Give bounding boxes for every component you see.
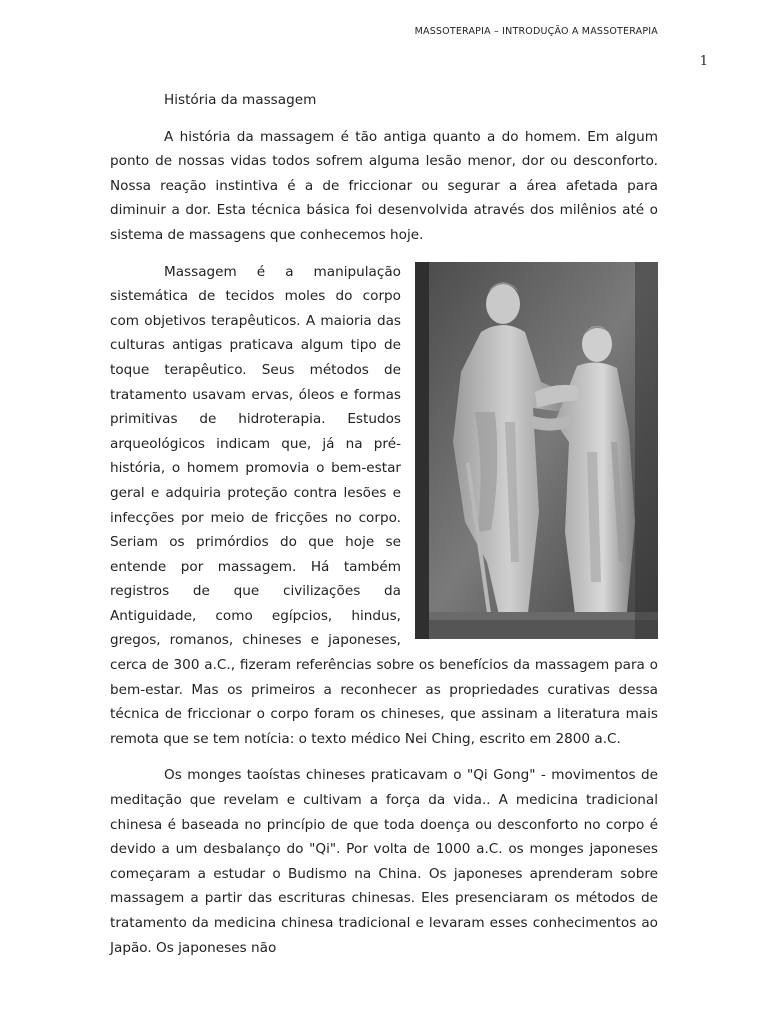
paragraph-massage-definition: Massagem é a manipulação sistemática de tecidos moles do corpo com objetivos terapêuticos. A maioria das culturas antigas praticava algum tipo de toque terapêutico. Seus métodos de tratamento usavam ervas, óleos e formas primitivas de hidroterapia. Estudos arqueológicos indicam que, já na pré-história, o homem promovia o bem-estar geral e adquiria proteção contra lesões e infecções por meio de fricções no corpo. Seriam os primórdios do que hoje se entende por massagem. Há também registros de que civilizações da Antiguidade, como egípcios, hindus, gregos, romanos, chineses e japoneses, cerca de 300 a.C., fizeram referências sobre os benefícios da massagem para o bem-estar. Mas os primeiros a reconhecer as propriedades curativas dessa técnica de friccionar o corpo foram os chineses, que assinam a literatura mais remota que se tem notícia: o texto médico Nei Ching, escrito em 2800 a.C.: [110, 263, 658, 747]
paragraph-taoist-monks: Os monges taoístas chineses praticavam o "Qi Gong" - movimentos de meditação que revelam e cultivam a força da vida.. A medicina tradicional chinesa é baseada no princípio de que toda doença ou desconforto no corpo é devido a um desbalanço do "Qi". Por volta de 1000 a.C. os monges japoneses começaram a estudar o Budismo na China. Os japoneses aprenderam sobre massagem a partir das escrituras chinesas. Eles presenciaram os métodos de tratamento da medicina chinesa tradicional e levaram esses conhecimentos ao Japão. Os japoneses não: [110, 767, 658, 956]
running-header: MASSOTERAPIA – INTRODUÇÃO A MASSOTERAPIA: [414, 26, 658, 37]
section-title: História da massagem: [164, 92, 317, 108]
page-number: 1: [699, 54, 708, 69]
document-body: [110, 88, 658, 972]
relief-sculpture-illustration: [415, 262, 658, 639]
paragraph-intro: A história da massagem é tão antiga quanto a do homem. Em algum ponto de nossas vidas todos sofrem alguma lesão menor, dor ou desconforto. Nossa reação instintiva é a de friccionar ou segurar a área afetada para diminuir a dor. Esta técnica básica foi desenvolvida através dos milênios até o sistema de massagens que conhecemos hoje.: [110, 128, 658, 243]
relief-sculpture-image: [415, 262, 658, 639]
